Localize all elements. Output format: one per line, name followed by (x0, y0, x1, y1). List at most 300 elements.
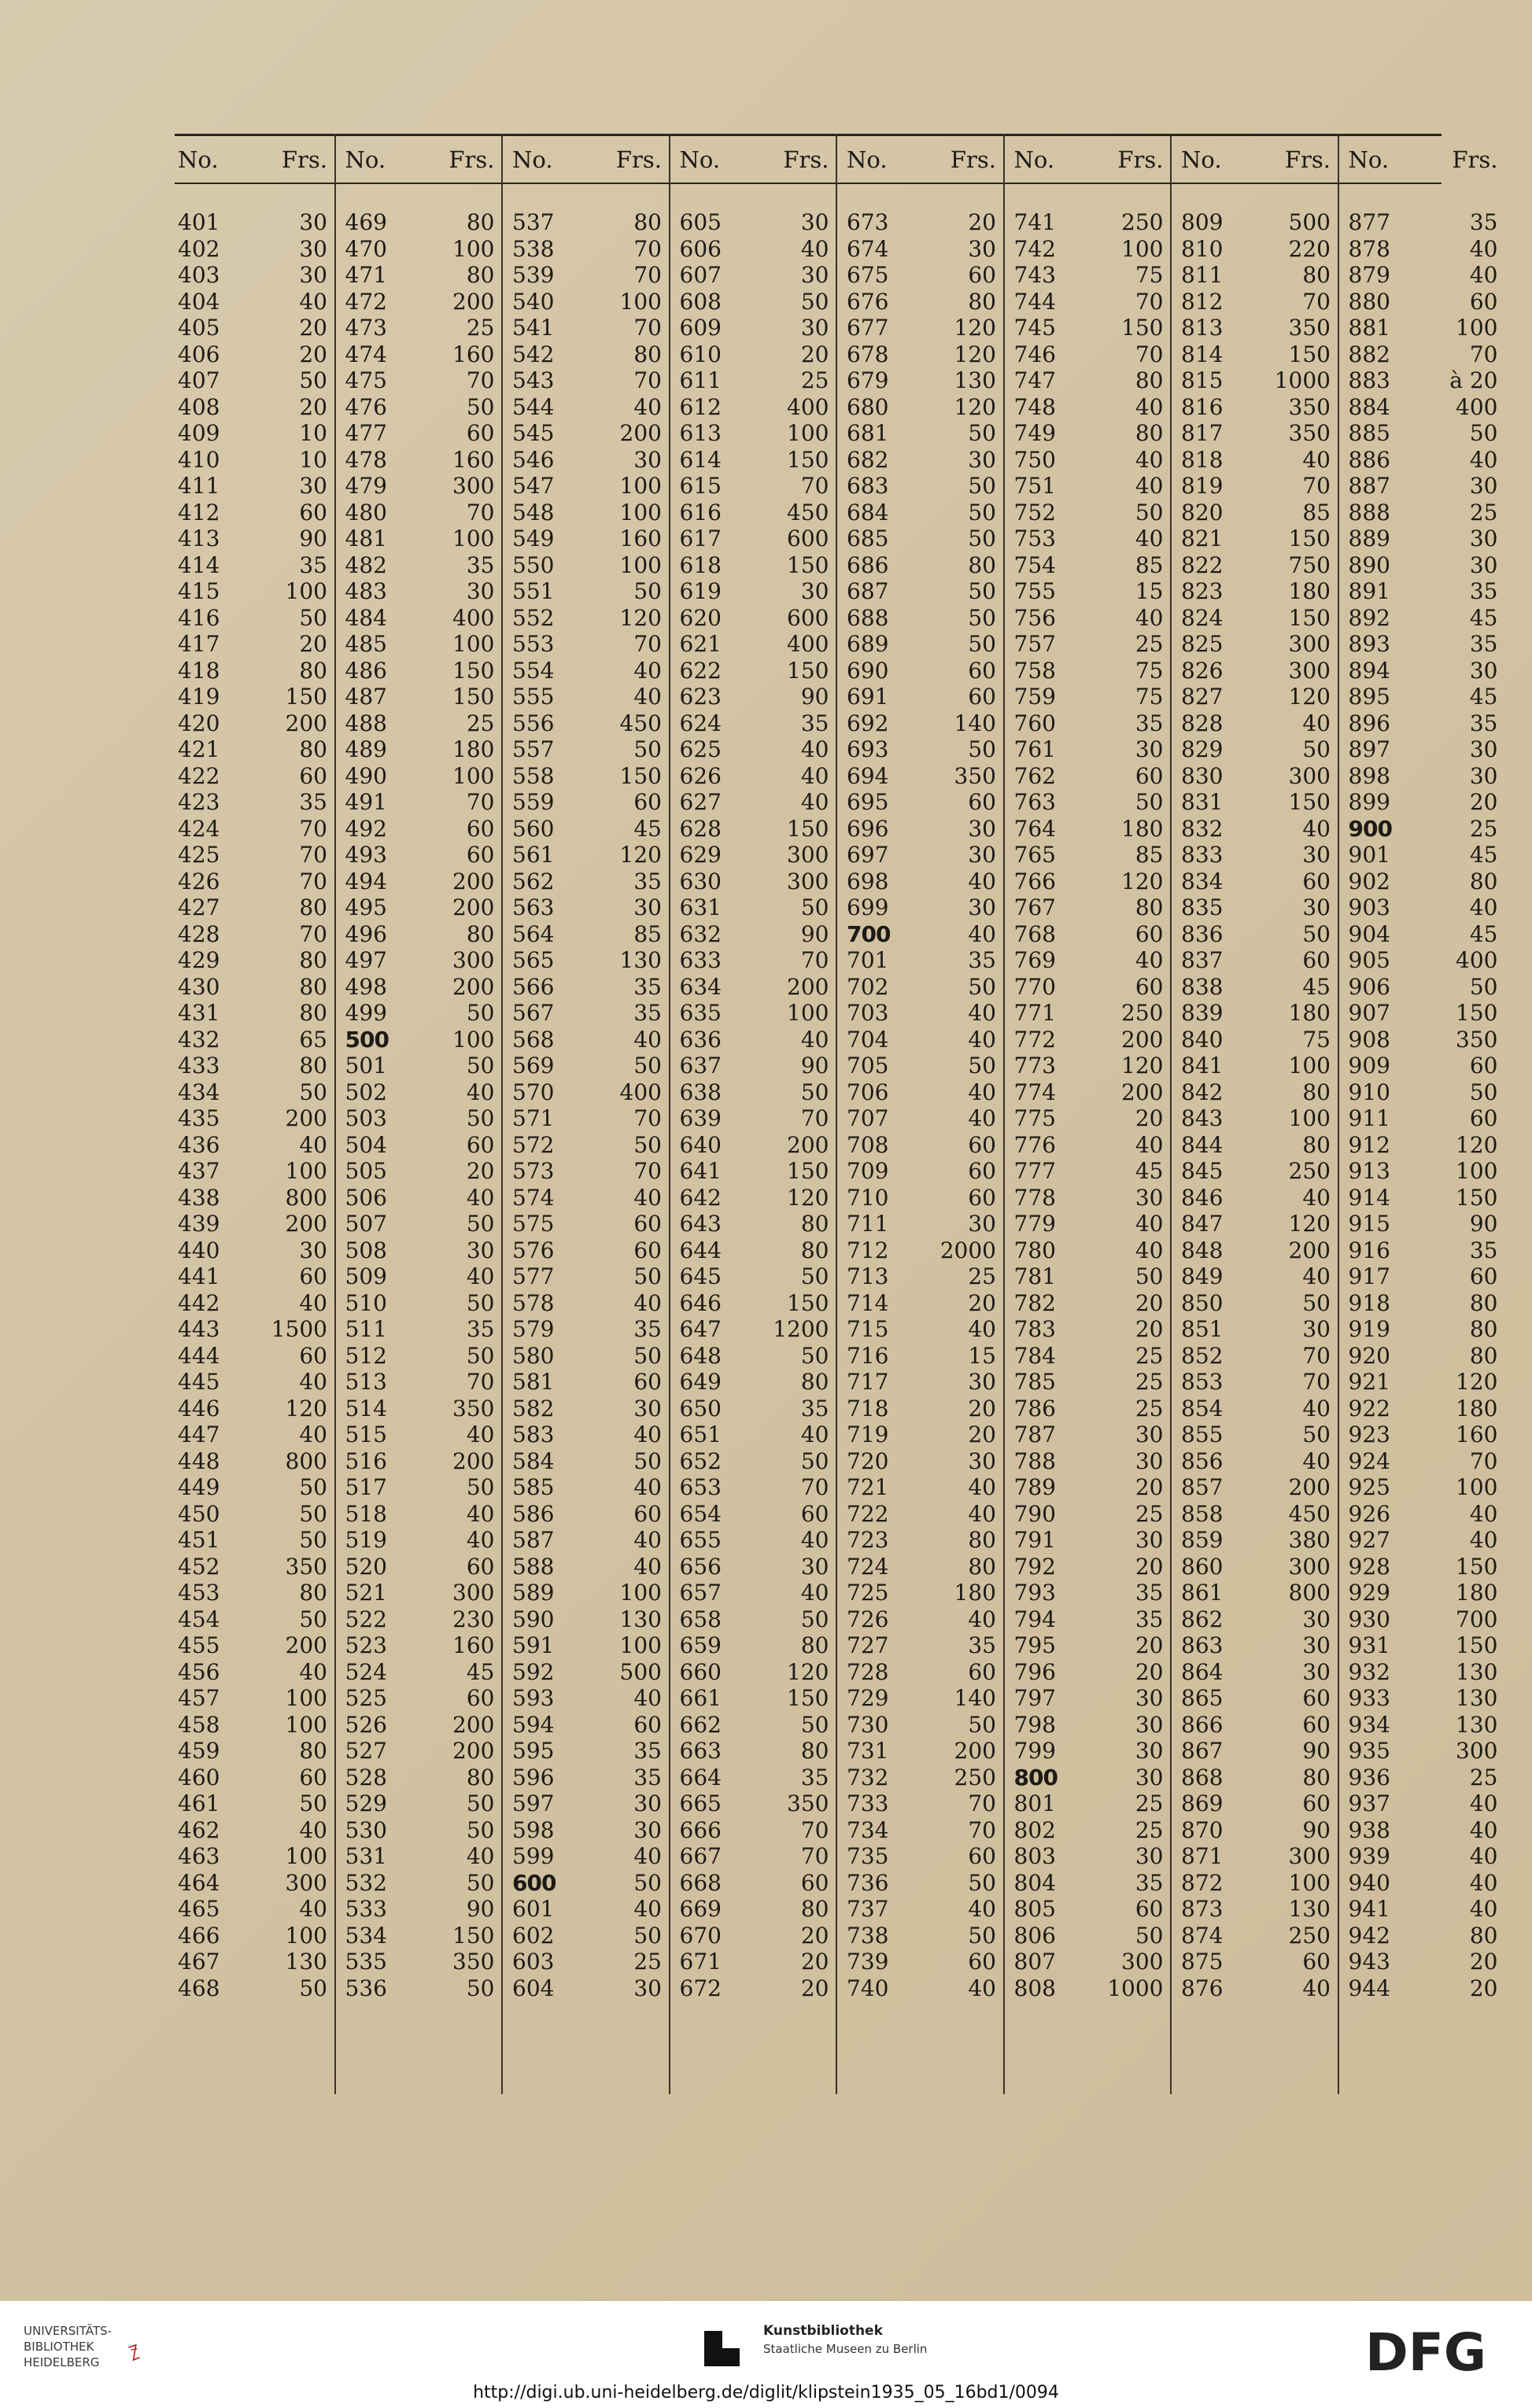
price-francs: 30 (800, 1553, 829, 1580)
lot-number: 462 (178, 1816, 220, 1843)
viewer-footer (0, 2301, 1532, 2408)
table-row (677, 578, 844, 605)
price-francs: 40 (466, 1500, 495, 1527)
lot-number: 689 (847, 631, 889, 657)
table-row (1011, 552, 1178, 579)
price-francs: 40 (633, 1026, 662, 1053)
price-francs: 80 (968, 1527, 996, 1553)
lot-number: 636 (679, 1026, 722, 1053)
lot-number: 566 (512, 973, 555, 1000)
price-francs: 60 (968, 1843, 996, 1869)
lot-number: 523 (345, 1632, 387, 1658)
table-row (175, 1765, 341, 1791)
table-row (509, 367, 676, 394)
price-francs: 10 (299, 446, 327, 473)
table-row (844, 236, 1010, 263)
price-francs: 40 (968, 1079, 996, 1105)
lot-number: 735 (847, 1843, 889, 1869)
lot-number: 492 (345, 815, 387, 842)
table-row (1011, 420, 1178, 447)
table-row (844, 1580, 1010, 1606)
lot-number: 923 (1348, 1422, 1390, 1447)
lot-number: 913 (1348, 1158, 1390, 1184)
page-url-link[interactable]: http://digi.ub.uni-heidelberg.de/diglit/klipstein1935_05_16bd1/0094 (473, 2383, 1059, 2402)
price-francs: 70 (1302, 288, 1331, 315)
price-francs: 200 (787, 973, 829, 1000)
lot-number: 580 (512, 1342, 555, 1369)
lot-number: 676 (847, 288, 889, 315)
lot-number: 496 (345, 920, 387, 947)
table-row (509, 1474, 676, 1501)
table-row (677, 605, 844, 632)
lot-number: 885 (1348, 420, 1390, 446)
lot-number: 452 (178, 1553, 220, 1580)
price-francs: 300 (452, 473, 495, 499)
price-francs: 50 (633, 1869, 662, 1896)
lot-number: 519 (345, 1527, 387, 1553)
table-row (1178, 605, 1345, 632)
price-francs: 50 (466, 393, 495, 420)
table-row (844, 1448, 1010, 1475)
lot-number: 777 (1013, 1158, 1056, 1184)
lot-number: 635 (679, 1000, 722, 1026)
table-row (342, 1263, 509, 1290)
table-row (509, 1290, 676, 1317)
price-francs: 40 (968, 1606, 996, 1632)
table-row (342, 605, 509, 632)
lot-number: 758 (1013, 657, 1056, 684)
lot-number: 810 (1181, 235, 1224, 262)
table-row (175, 1554, 341, 1580)
table-row (1011, 500, 1178, 526)
price-francs: 20 (968, 1395, 996, 1422)
lot-number: 824 (1181, 604, 1224, 631)
table-row (175, 1474, 341, 1501)
price-francs: 200 (452, 1711, 495, 1738)
price-francs: 200 (285, 1211, 327, 1237)
lot-number: 805 (1013, 1896, 1056, 1922)
price-francs: 25 (968, 1263, 996, 1289)
table-row (175, 1158, 341, 1185)
price-francs: 70 (800, 947, 829, 973)
lot-number: 482 (345, 551, 387, 578)
price-francs: 40 (633, 1843, 662, 1869)
table-row (1011, 1290, 1178, 1317)
price-francs: 85 (633, 920, 662, 947)
lot-number: 695 (847, 789, 889, 815)
header-no-label: No. (847, 146, 888, 173)
table-row (677, 947, 844, 974)
table-row (1178, 1765, 1345, 1791)
table-row (175, 1422, 341, 1448)
price-francs: 50 (800, 1342, 829, 1369)
price-francs: 60 (1302, 947, 1331, 973)
table-row (1346, 894, 1512, 921)
lot-number: 898 (1348, 762, 1390, 789)
table-row (1011, 525, 1178, 552)
lot-number: 853 (1181, 1369, 1224, 1395)
table-row (175, 921, 341, 948)
lot-number: 726 (847, 1606, 889, 1632)
lot-number: 940 (1348, 1869, 1390, 1896)
lot-number: 719 (847, 1422, 889, 1447)
price-francs: 80 (968, 288, 996, 315)
price-francs: 180 (452, 736, 495, 762)
price-francs: 70 (1469, 341, 1498, 367)
lot-number: 541 (512, 315, 555, 341)
lot-number: 626 (679, 762, 722, 789)
lot-number: 663 (679, 1738, 722, 1764)
price-francs: 150 (1288, 789, 1331, 815)
lot-number: 829 (1181, 736, 1224, 762)
table-row (1346, 289, 1512, 315)
price-francs: 40 (968, 1000, 996, 1026)
table-row (1011, 473, 1178, 500)
price-francs: 800 (285, 1184, 327, 1211)
lot-number: 882 (1348, 341, 1390, 367)
price-francs: 80 (1302, 1079, 1331, 1105)
lot-number: 575 (512, 1211, 555, 1237)
lot-number: 565 (512, 947, 555, 973)
lot-number: 790 (1013, 1500, 1056, 1527)
lot-number: 808 (1013, 1975, 1056, 2001)
price-francs: 40 (800, 736, 829, 762)
price-francs: 50 (968, 1711, 996, 1738)
price-francs: 35 (800, 1395, 829, 1422)
price-francs: 60 (1302, 1711, 1331, 1738)
table-row (677, 974, 844, 1001)
table-row (342, 1712, 509, 1739)
table-row (677, 1158, 844, 1185)
lot-number: 502 (345, 1079, 387, 1105)
lot-number: 707 (847, 1105, 889, 1131)
price-francs: 40 (1135, 473, 1164, 499)
lot-number: 610 (679, 341, 722, 367)
price-francs: 35 (800, 1764, 829, 1790)
price-francs: 50 (466, 1342, 495, 1369)
table-row (342, 842, 509, 868)
column-divider (836, 134, 837, 2094)
table-row (677, 394, 844, 421)
price-francs: 80 (299, 894, 327, 920)
price-francs: 20 (299, 315, 327, 341)
table-row (1346, 578, 1512, 605)
price-francs: 100 (1288, 1053, 1331, 1079)
table-row (509, 1975, 676, 2002)
price-francs: 40 (299, 1422, 327, 1447)
table-row (1178, 789, 1345, 816)
table-row (844, 1132, 1010, 1159)
table-row (844, 1027, 1010, 1053)
table-row (677, 710, 844, 737)
table-row (509, 1000, 676, 1027)
lot-number: 819 (1181, 473, 1224, 499)
table-row (1178, 1396, 1345, 1422)
price-francs: 80 (299, 1053, 327, 1079)
lot-number: 437 (178, 1158, 220, 1184)
price-francs: 35 (633, 973, 662, 1000)
table-row (844, 1738, 1010, 1765)
price-francs: 30 (1469, 657, 1498, 684)
price-francs: 150 (1288, 341, 1331, 367)
lot-number: 942 (1348, 1922, 1390, 1949)
price-francs: 380 (1288, 1527, 1331, 1553)
price-francs: 120 (1456, 1131, 1498, 1158)
lot-number: 800 (1013, 1764, 1058, 1790)
lot-number: 493 (345, 842, 387, 868)
lot-number: 745 (1013, 315, 1056, 341)
table-row (1011, 816, 1178, 843)
price-francs: 200 (787, 1131, 829, 1158)
table-row (342, 658, 509, 684)
lot-number: 647 (679, 1316, 722, 1342)
lot-number: 896 (1348, 710, 1390, 736)
price-francs: 40 (299, 1658, 327, 1685)
table-row (1346, 1501, 1512, 1528)
table-row (844, 1053, 1010, 1079)
price-francs: 100 (452, 235, 495, 262)
lot-number: 737 (847, 1896, 889, 1922)
lot-number: 836 (1181, 920, 1224, 947)
price-francs: 40 (1469, 894, 1498, 920)
dfg-logo-text: DFG (1365, 2325, 1487, 2380)
price-francs: 90 (1469, 1211, 1498, 1237)
table-row (175, 736, 341, 763)
lot-number: 854 (1181, 1395, 1224, 1422)
table-row (175, 1290, 341, 1317)
table-row (342, 1448, 509, 1475)
price-francs: 40 (1302, 710, 1331, 736)
table-row (509, 1527, 676, 1554)
price-francs: 75 (1135, 657, 1164, 684)
price-francs: 70 (1135, 288, 1164, 315)
lot-number: 789 (1013, 1474, 1056, 1500)
lot-number: 889 (1348, 525, 1390, 551)
table-row (1011, 1790, 1178, 1817)
lot-number: 609 (679, 315, 722, 341)
lot-number: 470 (345, 235, 387, 262)
lot-number: 741 (1013, 209, 1056, 235)
lot-number: 527 (345, 1738, 387, 1764)
lot-number: 656 (679, 1553, 722, 1580)
lot-number: 411 (178, 473, 220, 499)
table-row (1178, 1580, 1345, 1606)
price-francs: 150 (787, 657, 829, 684)
price-francs: 50 (633, 1263, 662, 1289)
table-row (677, 1896, 844, 1923)
lot-number: 632 (679, 920, 722, 947)
lot-number: 687 (847, 578, 889, 604)
table-row (844, 658, 1010, 684)
price-francs: 50 (299, 1079, 327, 1105)
lot-number: 727 (847, 1632, 889, 1658)
table-row (175, 1079, 341, 1106)
lot-number: 794 (1013, 1606, 1056, 1632)
table-row (1178, 500, 1345, 526)
price-francs: 50 (1135, 1263, 1164, 1289)
price-francs: 450 (619, 710, 662, 736)
lot-number: 899 (1348, 789, 1390, 815)
lot-number: 501 (345, 1053, 387, 1079)
price-francs: 60 (299, 1342, 327, 1369)
table-row (844, 1896, 1010, 1923)
price-francs: 60 (1469, 1105, 1498, 1131)
table-row (677, 1817, 844, 1844)
price-francs: 80 (1469, 868, 1498, 894)
table-row (1178, 209, 1345, 236)
table-row (677, 236, 844, 263)
price-francs: 230 (452, 1606, 495, 1632)
table-row (175, 1448, 341, 1475)
table-row (844, 262, 1010, 289)
lot-number: 793 (1013, 1580, 1056, 1606)
price-francs: 25 (466, 315, 495, 341)
table-row (844, 341, 1010, 368)
kunstbibliothek-logo (700, 2323, 928, 2370)
lot-number: 894 (1348, 657, 1390, 684)
price-francs: 60 (968, 1131, 996, 1158)
price-francs: 30 (1135, 1711, 1164, 1738)
lot-number: 754 (1013, 551, 1056, 578)
price-francs: 50 (800, 1079, 829, 1105)
lot-number: 830 (1181, 762, 1224, 789)
table-row (844, 789, 1010, 816)
price-francs: 300 (1456, 1738, 1498, 1764)
table-row (1346, 420, 1512, 447)
price-francs: 60 (1135, 762, 1164, 789)
column-rows (509, 209, 676, 2001)
price-francs: 70 (633, 315, 662, 341)
table-row (175, 974, 341, 1001)
price-francs: 180 (1456, 1580, 1498, 1606)
table-row (677, 1053, 844, 1079)
price-francs: 50 (633, 1342, 662, 1369)
lot-number: 536 (345, 1975, 387, 2001)
table-row (342, 631, 509, 658)
lot-number: 477 (345, 420, 387, 446)
column-divider (501, 134, 503, 2094)
table-row (509, 684, 676, 710)
table-row (1346, 1817, 1512, 1844)
price-francs: 350 (1456, 1026, 1498, 1053)
lot-number: 517 (345, 1474, 387, 1500)
table-row (1011, 1712, 1178, 1739)
table-row (844, 1923, 1010, 1949)
lot-number: 604 (512, 1975, 555, 2001)
price-francs: 70 (968, 1790, 996, 1816)
lot-number: 649 (679, 1369, 722, 1395)
price-francs: 100 (787, 420, 829, 446)
price-francs: 40 (1135, 446, 1164, 473)
column-header (1346, 140, 1512, 179)
lot-number: 740 (847, 1975, 889, 2001)
price-francs: 70 (1302, 1342, 1331, 1369)
price-francs: 130 (285, 1949, 327, 1975)
lot-number: 821 (1181, 525, 1224, 551)
table-row (509, 1896, 676, 1923)
table-row (844, 209, 1010, 236)
price-francs: 220 (1288, 235, 1331, 262)
lot-number: 757 (1013, 631, 1056, 657)
price-francs: 20 (299, 393, 327, 420)
lot-number: 921 (1348, 1369, 1390, 1395)
price-francs: 40 (299, 1289, 327, 1316)
lot-number: 410 (178, 446, 220, 473)
lot-number: 539 (512, 262, 555, 288)
table-row (1178, 1211, 1345, 1237)
table-row (1178, 842, 1345, 868)
price-francs: 50 (968, 1053, 996, 1079)
price-francs: 60 (1302, 1790, 1331, 1816)
table-row (1178, 1685, 1345, 1712)
price-francs: 70 (1302, 473, 1331, 499)
lot-number: 466 (178, 1922, 220, 1949)
lot-number: 880 (1348, 288, 1390, 315)
table-row (509, 921, 676, 948)
table-row (844, 1765, 1010, 1791)
price-francs: 50 (1135, 499, 1164, 525)
lot-number: 499 (345, 1000, 387, 1026)
lot-number: 704 (847, 1026, 889, 1053)
table-row (342, 1843, 509, 1870)
price-francs: 80 (1302, 1131, 1331, 1158)
column-rows (342, 209, 509, 2001)
lot-number: 461 (178, 1790, 220, 1816)
table-row (1011, 1237, 1178, 1264)
table-row (1178, 736, 1345, 763)
price-francs: 45 (1469, 920, 1498, 947)
lot-number: 683 (847, 473, 889, 499)
table-row (509, 236, 676, 263)
table-row (509, 1923, 676, 1949)
price-francs: 40 (800, 789, 829, 815)
lot-number: 918 (1348, 1289, 1390, 1316)
table-row (844, 1422, 1010, 1448)
lot-number: 553 (512, 631, 555, 657)
lot-number: 533 (345, 1896, 387, 1922)
price-francs: 50 (466, 1105, 495, 1131)
column-divider (334, 134, 336, 2094)
table-row (342, 367, 509, 394)
price-francs: 80 (968, 551, 996, 578)
table-row (1011, 1396, 1178, 1422)
table-row (844, 1685, 1010, 1712)
price-francs: 40 (1469, 262, 1498, 288)
table-row (1011, 1027, 1178, 1053)
price-francs: 35 (633, 1316, 662, 1342)
price-francs: 40 (1469, 1869, 1498, 1896)
table-row (342, 1027, 509, 1053)
price-francs: 40 (968, 1975, 996, 2001)
price-francs: 40 (1135, 1131, 1164, 1158)
price-francs: 35 (1469, 710, 1498, 736)
lot-number: 748 (1013, 393, 1056, 420)
table-row (1178, 1079, 1345, 1106)
price-francs: 25 (1135, 1500, 1164, 1527)
lot-number: 738 (847, 1922, 889, 1949)
table-row (1346, 974, 1512, 1001)
header-frs-label: Frs. (1284, 146, 1331, 173)
table-row (1178, 1263, 1345, 1290)
lot-number: 916 (1348, 1237, 1390, 1263)
table-row (844, 1949, 1010, 1975)
lot-number: 454 (178, 1606, 220, 1632)
lot-number: 436 (178, 1131, 220, 1158)
table-row (342, 1079, 509, 1106)
table-row (677, 658, 844, 684)
price-francs: 30 (466, 1237, 495, 1263)
table-row (1178, 1949, 1345, 1975)
